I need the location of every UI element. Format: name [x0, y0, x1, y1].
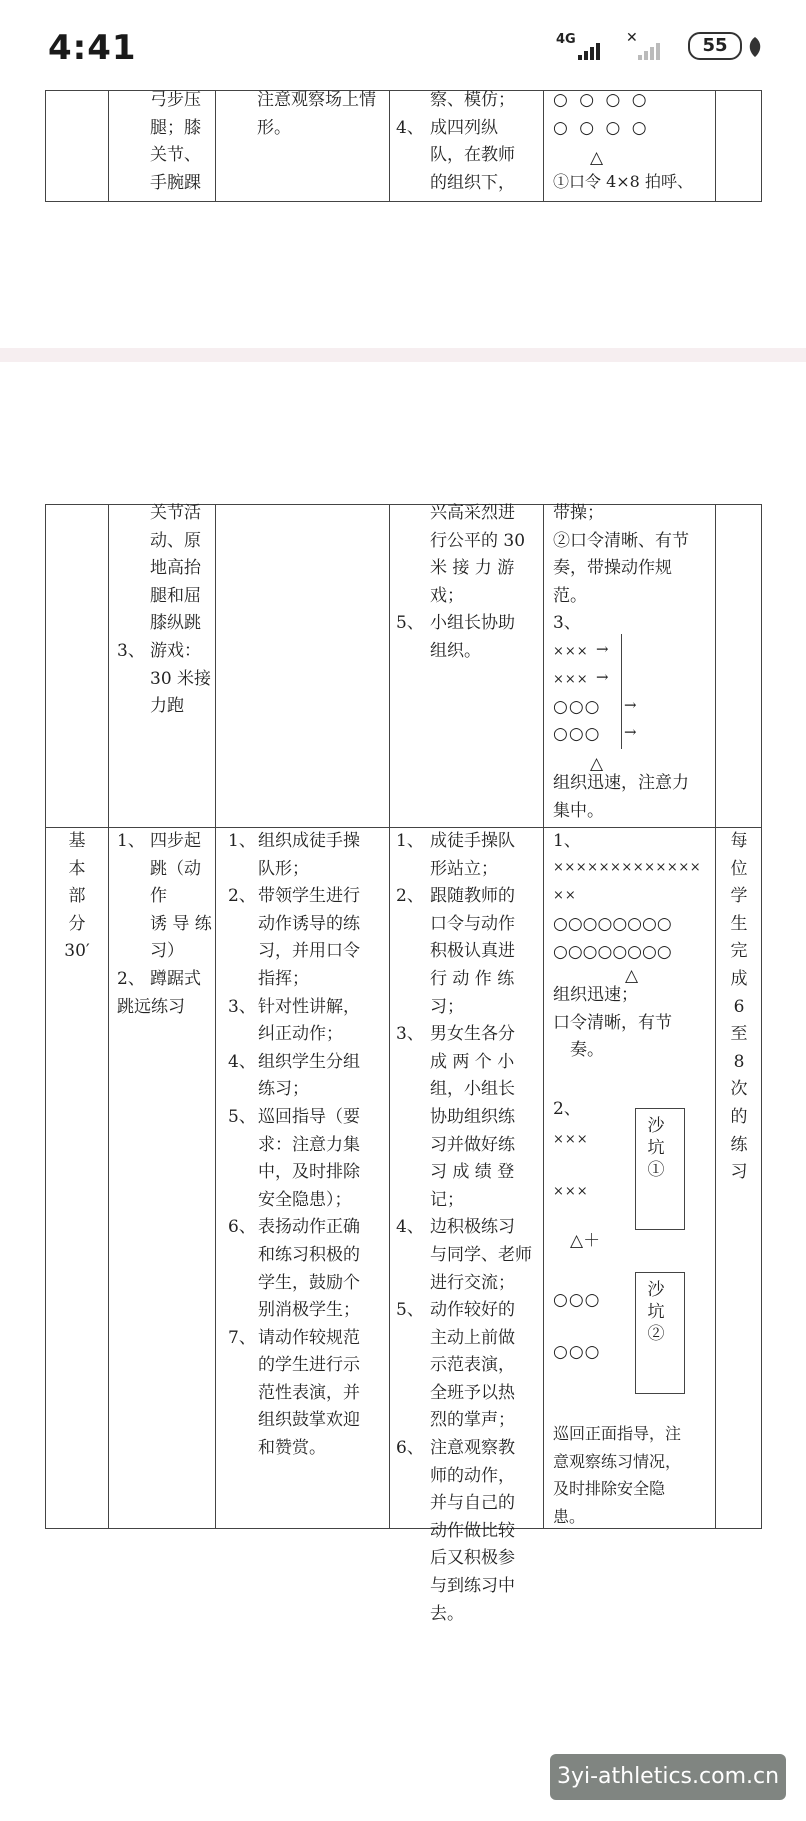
- arrow-right-icon: →: [596, 668, 609, 686]
- list-item: [396, 1297, 541, 1325]
- list-line: 成 两 个 小: [430, 1051, 515, 1072]
- list-line: 进行交流；: [430, 1272, 515, 1293]
- list-line: 和练习积极的: [258, 1244, 360, 1265]
- list-line: 纠正动作；: [258, 1024, 343, 1045]
- list-line: 注意观察教: [430, 1438, 515, 1459]
- relay-row: ×××: [553, 672, 589, 687]
- times-char: 的: [730, 1106, 748, 1127]
- list-number: 3、: [396, 1024, 424, 1045]
- clock: 4:41: [48, 28, 137, 68]
- teacher-mark: △: [590, 148, 604, 168]
- list-line: 边积极练习: [430, 1217, 515, 1238]
- document-page-1: [0, 90, 806, 348]
- section-cell: 基 本 部 分 30′: [64, 831, 90, 962]
- list-number: 2、: [396, 886, 424, 907]
- document-page-2: [0, 362, 806, 1821]
- status-icons: [556, 32, 766, 66]
- times-cell: [718, 828, 760, 1187]
- list-line: 去。: [430, 1603, 464, 1624]
- list-line: 组织成徒手操: [258, 831, 360, 851]
- list-line: 示范表演，: [430, 1355, 515, 1376]
- list-line: 成徒手操队: [430, 831, 515, 851]
- list-item: [396, 994, 541, 1022]
- list-number: 2、: [228, 886, 256, 907]
- list-line: 协助组织练: [430, 1106, 515, 1127]
- list-line: 学生，鼓励个: [258, 1272, 360, 1293]
- list-item: [396, 1325, 541, 1353]
- status-bar: [0, 0, 806, 90]
- list-line: 组织学生分组: [258, 1051, 360, 1072]
- formation-row: ○○○○○○○○: [553, 914, 672, 934]
- relay-row: ×××: [553, 644, 589, 659]
- org-note: ①口令 4×8 拍呼、: [553, 172, 693, 191]
- student-cell-top: 兴高采烈进 行公平的 30 米 接 力 游 戏； 5、 小组长协助 组织。: [396, 503, 526, 661]
- times-char: 练: [730, 1134, 748, 1155]
- list-item: [396, 1380, 541, 1408]
- leaf-icon: [746, 36, 764, 58]
- list-line: 中，及时排除: [258, 1162, 360, 1183]
- list-number: 6、: [228, 1217, 256, 1238]
- list-line: 练习；: [258, 1079, 309, 1100]
- list-line: 表扬动作正确: [258, 1217, 360, 1238]
- list-item: [396, 966, 541, 994]
- relay-row: ○○○: [553, 697, 601, 717]
- formation-row: ○○○: [553, 1342, 601, 1362]
- list-item: [396, 1187, 541, 1215]
- content-cell-top: 关节活 动、原 地高抬 腿和屈 膝纵跳 3、 游戏： 30 米接 力跑: [117, 503, 212, 717]
- formation-row: ○ ○ ○ ○: [553, 118, 650, 138]
- org-note: 组织迅速，注意力 集中。: [553, 773, 689, 821]
- list-item: [396, 828, 541, 856]
- list-item: [396, 1435, 541, 1463]
- list-item: [396, 1407, 541, 1435]
- network-type: 4G: [556, 32, 576, 47]
- list-line: 跟随教师的: [430, 886, 515, 907]
- list-line: 记；: [430, 1189, 464, 1210]
- formation-row: ○○○○○○○○: [553, 942, 672, 962]
- list-line: 组，小组长: [430, 1079, 515, 1100]
- list-item: [396, 1076, 541, 1104]
- list-line: 习；: [430, 996, 464, 1017]
- page-gap: [0, 348, 806, 362]
- org-note: 组织迅速； 口令清晰，有节 奏。: [553, 985, 672, 1061]
- student-cell: 察、模仿； 4、 成四列纵 队，在教师 的组织下，: [396, 90, 515, 193]
- list-item: [396, 883, 541, 911]
- times-char: 成: [730, 968, 748, 989]
- list-line: 习 成 绩 登: [430, 1162, 515, 1183]
- arrow-right-icon: →: [596, 640, 609, 658]
- list-line: 主动上前做: [430, 1327, 515, 1348]
- list-item: [396, 1490, 541, 1518]
- times-char: 完: [730, 941, 748, 962]
- org-note: 巡回正面指导，注 意观察练习情况， 及时排除安全隐 患。: [553, 1424, 682, 1526]
- list-item: [396, 1214, 541, 1242]
- times-char: 6: [733, 996, 745, 1017]
- list-number: 3、: [228, 996, 256, 1017]
- org-step-number: 2、: [553, 1099, 581, 1119]
- student-cell: [396, 828, 541, 1628]
- list-item: [396, 911, 541, 939]
- times-char: 习: [730, 1162, 748, 1183]
- list-line: 指挥；: [258, 968, 309, 989]
- times-char: 每: [730, 831, 748, 851]
- finish-line: [621, 634, 622, 749]
- times-char: 位: [730, 858, 748, 879]
- list-line: 的学生进行示: [258, 1355, 360, 1376]
- list-item: [396, 1463, 541, 1491]
- list-item: [396, 856, 541, 884]
- times-char: 次: [730, 1079, 748, 1100]
- list-item: [396, 1159, 541, 1187]
- list-number: 1、: [396, 831, 424, 851]
- teacher-mark: △: [625, 966, 639, 986]
- arrow-right-icon: →: [624, 696, 637, 714]
- list-item: [396, 1545, 541, 1573]
- list-line: 后又积极参: [430, 1548, 515, 1569]
- list-line: 队形；: [258, 858, 309, 879]
- times-char: 生: [730, 913, 748, 934]
- formation-row: ××: [553, 888, 577, 903]
- formation-row: ○ ○ ○ ○: [553, 90, 650, 110]
- list-line: 求：注意力集: [258, 1134, 360, 1155]
- sand-pit-1: 沙坑①: [635, 1108, 685, 1230]
- formation-row: ×××: [553, 1184, 589, 1199]
- list-line: 动作较好的: [430, 1300, 515, 1321]
- list-item: [396, 1049, 541, 1077]
- list-line: 习，并用口令: [258, 941, 360, 962]
- formation-row: ○○○: [553, 1290, 601, 1310]
- list-item: [396, 1242, 541, 1270]
- list-line: 动作做比较: [430, 1520, 515, 1541]
- teacher-cell: 注意观察场上情形。: [257, 90, 376, 138]
- list-item: [396, 1352, 541, 1380]
- weak-signal-icon: [638, 40, 668, 60]
- list-line: 针对性讲解，: [258, 996, 360, 1017]
- list-item: [396, 1104, 541, 1132]
- list-line: 并与自己的: [430, 1493, 515, 1514]
- list-line: 别消极学生；: [258, 1300, 360, 1321]
- list-line: 安全隐患）；: [258, 1189, 352, 1210]
- list-line: 习并做好练: [430, 1134, 515, 1155]
- list-line: 组织鼓掌欢迎: [258, 1410, 360, 1431]
- list-line: 范性表演，并: [258, 1382, 360, 1403]
- content-cell: 1、 四步起 跳（动作 诱 导 练 习） 2、 蹲踞式 跳远练习: [117, 831, 212, 1017]
- list-line: 请动作较规范: [258, 1327, 360, 1348]
- signal-icon: [578, 40, 608, 60]
- list-number: 6、: [396, 1438, 424, 1459]
- list-item: [396, 1601, 541, 1629]
- list-line: 师的动作，: [430, 1465, 515, 1486]
- list-line: 动作诱导的练: [258, 913, 360, 934]
- teacher-position-mark: △＋: [570, 1231, 601, 1251]
- times-char: 至: [730, 1024, 748, 1045]
- list-line: 烈的掌声；: [430, 1410, 515, 1431]
- list-line: 巡回指导（要: [258, 1106, 360, 1127]
- org-step-number: 1、: [553, 831, 581, 851]
- list-line: 口令与动作: [430, 913, 515, 934]
- list-item: [396, 938, 541, 966]
- list-item: [396, 1270, 541, 1298]
- list-item: [396, 1021, 541, 1049]
- organization-cell-top: 带操； ②口令清晰、有节 奏，带操动作规 范。 3、: [553, 503, 689, 634]
- list-item: [396, 1132, 541, 1160]
- formation-row: ×××: [553, 1132, 589, 1147]
- arrow-right-icon: →: [624, 723, 637, 741]
- list-number: 5、: [396, 1300, 424, 1321]
- list-item: [396, 1518, 541, 1546]
- content-cell: 弓步压 腿；膝 关节、 手腕踝: [150, 90, 201, 193]
- battery-icon: 55: [688, 32, 742, 60]
- list-item: [396, 1573, 541, 1601]
- site-watermark: 3yi-athletics.com.cn: [550, 1754, 786, 1800]
- sand-pit-2: 沙坑②: [635, 1272, 685, 1394]
- list-line: 带领学生进行: [258, 886, 360, 907]
- no-signal-icon: ✕: [626, 30, 638, 46]
- list-number: 1、: [228, 831, 256, 851]
- times-char: 8: [733, 1051, 745, 1072]
- list-number: 4、: [396, 1217, 424, 1238]
- list-line: 与到练习中: [430, 1576, 515, 1597]
- list-line: 男女生各分: [430, 1024, 515, 1045]
- list-line: 行 动 作 练: [430, 968, 515, 989]
- list-line: 和赞赏。: [258, 1438, 326, 1459]
- list-number: 7、: [228, 1327, 256, 1348]
- formation-row: ×××××××××××××: [553, 860, 702, 875]
- relay-row: ○○○: [553, 724, 601, 744]
- list-line: 与同学、老师: [430, 1244, 532, 1265]
- list-number: 5、: [228, 1106, 256, 1127]
- times-char: 学: [730, 886, 748, 907]
- list-number: 4、: [228, 1051, 256, 1072]
- list-line: 全班予以热: [430, 1382, 515, 1403]
- list-line: 积极认真进: [430, 941, 515, 962]
- list-line: 形站立；: [430, 858, 498, 879]
- teacher-mark: △: [590, 754, 604, 774]
